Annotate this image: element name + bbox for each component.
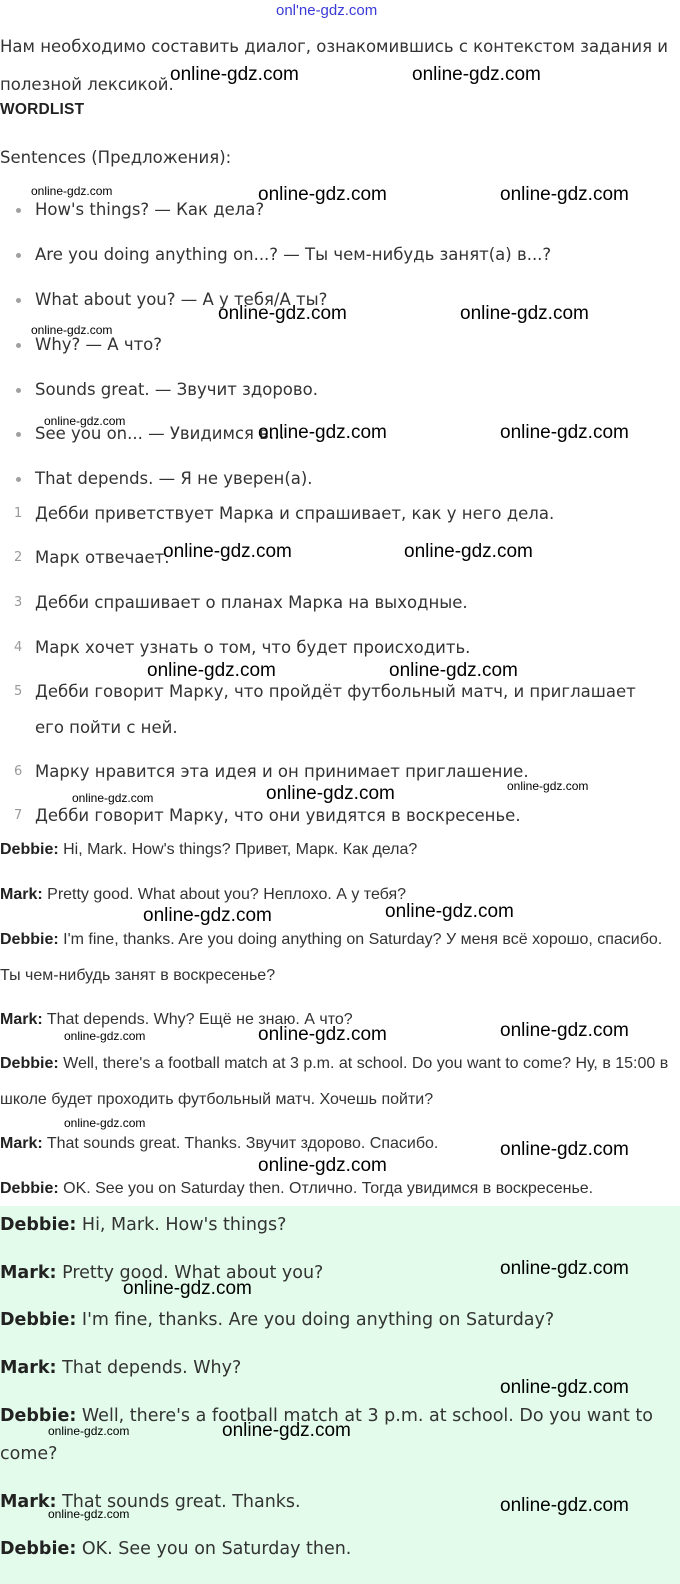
watermark: online-gdz.com [404, 541, 533, 562]
watermark: online-gdz.com [31, 184, 113, 198]
dialogue-line: Mark: That depends. Why? [0, 1358, 242, 1378]
watermark: online-gdz.com [123, 1278, 252, 1299]
dialogue-line: Mark: That depends. Why? Ещё не знаю. А что? [0, 1011, 353, 1028]
dialogue-line: Mark: That sounds great. Thanks. [0, 1492, 301, 1512]
dialogue-line: Debbie: Hi, Mark. How's things? Привет, Марк. Как дела? [0, 841, 418, 858]
watermark: online-gdz.com [170, 64, 299, 85]
wordlist-heading: WORDLIST [0, 101, 85, 118]
list-item: Sounds great. — Звучит здорово. [16, 380, 318, 399]
bullet-icon [16, 343, 21, 348]
watermark: online-gdz.com [507, 779, 589, 793]
dialogue-line: Mark: That sounds great. Thanks. Звучит здорово. Спасибо. [0, 1135, 439, 1152]
list-item: 2 Марк отвечает. [14, 548, 170, 567]
watermark: online-gdz.com [143, 905, 272, 926]
watermark: online-gdz.com [64, 1029, 146, 1043]
bullet-icon [16, 298, 21, 303]
dialogue-line: Debbie: Hi, Mark. How's things? [0, 1215, 287, 1235]
watermark: online-gdz.com [412, 64, 541, 85]
watermark: online-gdz.com [31, 323, 113, 337]
watermark: online-gdz.com [48, 1424, 130, 1438]
watermark: online-gdz.com [222, 1420, 351, 1441]
list-item: What about you? — А у тебя/А ты? [16, 290, 327, 309]
bullet-icon [16, 208, 21, 213]
watermark: online-gdz.com [72, 791, 154, 805]
watermark: online-gdz.com [266, 783, 395, 804]
list-item: 6 Марку нравится эта идея и он принимает приглашение. [14, 762, 529, 781]
watermark: online-gdz.com [64, 1116, 146, 1130]
watermark: online-gdz.com [258, 1155, 387, 1176]
watermark: online-gdz.com [163, 541, 292, 562]
watermark: online-gdz.com [218, 303, 347, 324]
watermark: online-gdz.com [385, 901, 514, 922]
watermark: online-gdz.com [460, 303, 589, 324]
dialogue-line: Debbie: OK. See you on Saturday then. Отлично. Тогда увидимся в воскресенье. [0, 1180, 594, 1197]
task-intro: Нам необходимо составить диалог, ознакомившись с контекстом задания и полезной лексикой. [0, 37, 668, 94]
dialogue-line: Debbie: I'm fine, thanks. Are you doing anything on Saturday? У меня всё хорошо, спасибо. Ты чем-нибудь занят в воскресенье? [0, 931, 663, 984]
list-item: See you on... — Увидимся в... [16, 424, 285, 443]
dialogue-line: Debbie: I'm fine, thanks. Are you doing anything on Saturday? [0, 1310, 555, 1330]
list-item: How's things? — Как дела? [16, 200, 264, 219]
bullet-icon [16, 477, 21, 482]
watermark: online-gdz.com [500, 1258, 629, 1279]
watermark: online-gdz.com [258, 1024, 387, 1045]
watermark: online-gdz.com [147, 660, 276, 681]
dialogue-line: Mark: Pretty good. What about you? Неплохо. А у тебя? [0, 886, 407, 903]
sentences-heading: Sentences (Предложения): [0, 148, 232, 167]
list-item: 7 Дебби говорит Марку, что они увидятся в воскресенье. [14, 806, 521, 825]
list-item: 5 Дебби говорит Марку, что пройдёт футбольный матч, и приглашает его пойти с ней. [14, 682, 636, 737]
watermark: online-gdz.com [500, 422, 629, 443]
dialogue-line: Mark: Pretty good. What about you? [0, 1263, 324, 1283]
watermark: online-gdz.com [500, 1495, 629, 1516]
list-item: Are you doing anything on...? — Ты чем-нибудь занят(а) в...? [16, 245, 551, 264]
list-item: Why? — А что? [16, 335, 162, 354]
list-item: That depends. — Я не уверен(а). [16, 469, 313, 488]
watermark: online-gdz.com [44, 414, 126, 428]
list-item: 3 Дебби спрашивает о планах Марка на выходные. [14, 593, 468, 612]
watermark: online-gdz.com [500, 184, 629, 205]
bullet-icon [16, 432, 21, 437]
watermark: online-gdz.com [389, 660, 518, 681]
list-item: 1 Дебби приветствует Марка и спрашивает, как у него дела. [14, 504, 555, 523]
watermark: online-gdz.com [258, 422, 387, 443]
watermark: online-gdz.com [500, 1377, 629, 1398]
watermark: online-gdz.com [500, 1139, 629, 1160]
dialogue-line: Debbie: Well, there's a football match at 3 p.m. at school. Do you want to come? [0, 1406, 653, 1464]
list-item: 4 Марк хочет узнать о том, что будет происходить. [14, 638, 471, 657]
watermark: online-gdz.com [258, 184, 387, 205]
dialogue-line: Debbie: Well, there's a football match at 3 p.m. at school. Do you want to come? Ну, в 15:00 в школе будет проходить футбольный матч. Хочешь пойти? [0, 1055, 669, 1108]
bullet-icon [16, 388, 21, 393]
dialogue-line: Debbie: OK. See you on Saturday then. [0, 1539, 352, 1559]
header-watermark: onl'ne-gdz.com [276, 2, 378, 19]
watermark: online-gdz.com [48, 1507, 130, 1521]
bullet-icon [16, 253, 21, 258]
watermark: online-gdz.com [500, 1020, 629, 1041]
